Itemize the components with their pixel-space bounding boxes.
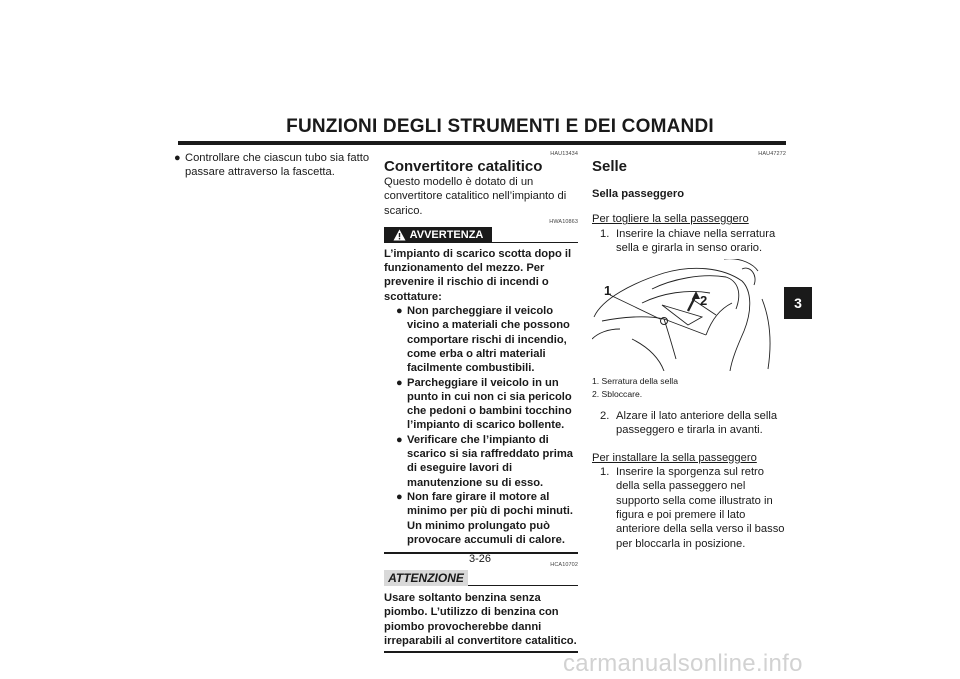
figure-captions bbox=[592, 375, 786, 400]
subsection-title: Sella passeggero bbox=[592, 188, 685, 200]
bullet-text: Controllare che ciascun tubo sia fatto passare attraverso la fascetta. bbox=[185, 152, 370, 179]
install-step bbox=[592, 465, 786, 551]
warning-intro: L’impianto di scarico scotta dopo il funzionamento del mezzo. Per prevenire il rischio di incendi o scottature: bbox=[384, 247, 572, 303]
bullet-item bbox=[174, 151, 374, 180]
right-column bbox=[592, 151, 786, 551]
warning-bullet bbox=[396, 490, 578, 547]
section-title: Selle bbox=[592, 158, 628, 175]
step-number: 1. bbox=[600, 466, 610, 479]
section-code: HAU13434 bbox=[550, 151, 578, 157]
warning-bullet-list bbox=[384, 304, 578, 547]
warning-bullet bbox=[396, 304, 578, 375]
section-title: Convertitore catalitico bbox=[384, 158, 543, 175]
remove-step bbox=[592, 409, 786, 438]
warning-bullet-text: Non fare girare il motore al minimo per più di pochi minuti. Un minimo prolungato può provocare accumuli di calore. bbox=[407, 490, 573, 546]
step-text: Alzare il lato anteriore della sella passeggero e tirarla in avanti. bbox=[616, 410, 778, 437]
page-header-title: FUNZIONI DEGLI STRUMENTI E DEI COMANDI bbox=[286, 116, 714, 137]
warning-top-rule bbox=[492, 242, 578, 243]
caution-header bbox=[384, 570, 578, 586]
header-rule bbox=[178, 141, 786, 145]
step-number: 1. bbox=[600, 227, 610, 240]
seat-lock-figure bbox=[592, 259, 786, 371]
caution-bottom-rule bbox=[384, 651, 578, 653]
section-code: HAU47272 bbox=[758, 151, 786, 157]
warning-header bbox=[384, 227, 578, 243]
bullet-icon: ● bbox=[174, 152, 181, 164]
warning-label: AVVERTENZA bbox=[409, 228, 484, 241]
arrow-head-icon bbox=[692, 291, 700, 299]
bullet-icon: ● bbox=[396, 490, 403, 503]
install-heading: Per installare la sella passeggero bbox=[592, 451, 757, 464]
caution-top-rule bbox=[468, 585, 578, 586]
motorcycle-tail-drawing bbox=[592, 259, 770, 371]
left-column bbox=[174, 151, 374, 180]
caution-text: Usare soltanto benzina senza piombo. L’utilizzo di benzina con piombo provocherebbe danni irreparabili al convertitore catalitico. bbox=[384, 592, 577, 648]
figure-label-1: 1 bbox=[604, 283, 612, 299]
caution-code: HCA10702 bbox=[550, 562, 578, 569]
caution-label: ATTENZIONE bbox=[388, 571, 464, 586]
warning-label-box bbox=[384, 227, 492, 243]
figure-label-2: 2 bbox=[700, 293, 708, 309]
warning-code: HWA10863 bbox=[549, 218, 578, 225]
warning-bullet-text: Verificare che l’impianto di scarico si sia raffreddato prima di eseguire lavori di manutenzione su di esso. bbox=[407, 433, 574, 489]
warning-triangle-icon bbox=[393, 229, 406, 241]
page-number: 3-26 bbox=[468, 553, 492, 565]
bullet-icon: ● bbox=[396, 305, 403, 318]
bullet-icon: ● bbox=[396, 433, 403, 446]
warning-bullet-text: Parcheggiare il veicolo in un punto in cui non ci sia pericolo che pedoni o bambini tocchino l’impianto di scarico bollente. bbox=[407, 376, 572, 432]
step-text: Inserire la chiave nella serratura sella e girarla in senso orario. bbox=[616, 227, 776, 254]
middle-column bbox=[384, 151, 578, 653]
remove-step bbox=[592, 227, 786, 256]
warning-bullet-text: Non parcheggiare il veicolo vicino a materiali che possono comportare rischi di incendio, come erba o altri materiali facilmente combustibili. bbox=[407, 305, 570, 375]
caution-label-box bbox=[384, 570, 468, 586]
figure-caption: 1. Serratura della sella bbox=[592, 376, 678, 387]
chapter-tab: 3 bbox=[784, 287, 812, 319]
figure-caption: 2. Sbloccare. bbox=[592, 388, 643, 399]
bullet-icon: ● bbox=[396, 376, 403, 389]
step-text: Inserire la sporgenza sul retro della sella passeggero nel supporto sella come illustrato in figura e poi premere il lato anteriore della sella verso il basso per bloccarla in posizione. bbox=[616, 466, 785, 550]
section-intro: Questo modello è dotato di un convertitore catalitico nell’impianto di scarico. bbox=[384, 176, 567, 217]
remove-heading: Per togliere la sella passeggero bbox=[592, 213, 749, 226]
warning-bullet bbox=[396, 433, 578, 490]
step-number: 2. bbox=[600, 410, 610, 423]
warning-bullet bbox=[396, 376, 578, 433]
watermark: carmanualsonline.info bbox=[563, 650, 803, 677]
